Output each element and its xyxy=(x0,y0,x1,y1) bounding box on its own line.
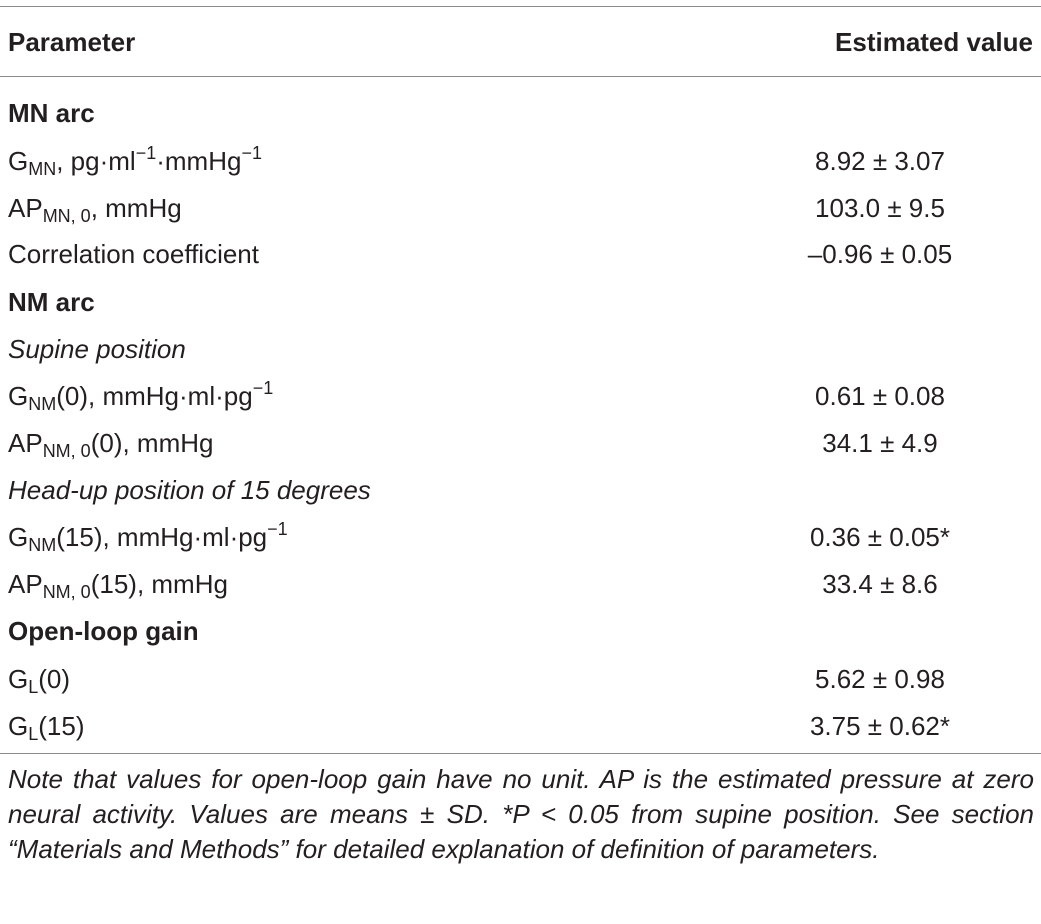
parameter-cell: $AP_{NM, 0}(0)$, mmHg xyxy=(8,428,214,461)
parameter-cell: $G_{NM}(15)$, $mmHg\cdot ml\cdot pg^{-1}$ xyxy=(8,519,288,555)
header-estimated-value: Estimated value xyxy=(835,27,1033,57)
table-row xyxy=(0,373,1041,419)
section-mn-arc xyxy=(0,90,1041,136)
value-cell: 33.4 ± 8.6 xyxy=(822,569,938,599)
parameter-cell: $G_{NM}(0)$, $mmHg\cdot ml\cdot pg^{-1}$ xyxy=(8,378,274,414)
section-open-loop-gain xyxy=(0,608,1041,654)
table-row xyxy=(0,703,1041,749)
table-row xyxy=(0,514,1041,560)
section-label: NM arc xyxy=(8,287,95,317)
value-cell: 0.36 ± 0.05* xyxy=(809,522,951,552)
table-row xyxy=(0,561,1041,607)
section-nm-arc xyxy=(0,279,1041,325)
parameter-cell: $G_{MN}$, $pg\cdot ml^{-1}\cdot mmHg^{-1}$ xyxy=(8,143,262,179)
value-cell: 0.61 ± 0.08 xyxy=(815,381,945,411)
table-header xyxy=(0,19,1041,65)
bottom-rule xyxy=(0,753,1041,754)
parameter-cell: $G_L(15)$ xyxy=(8,711,85,744)
table-row xyxy=(0,420,1041,466)
table-row xyxy=(0,138,1041,184)
header-rule xyxy=(0,76,1041,77)
top-rule xyxy=(0,6,1041,7)
parameter-cell: $AP_{NM, 0}(15)$, mmHg xyxy=(8,569,228,602)
value-cell: 34.1 ± 4.9 xyxy=(822,428,938,458)
table-footnote: Note that values for open-loop gain have no unit. AP is the estimated pressure at zero neural activity. Values are means ± SD. *P < 0.05 from supine position. See section “Materials and Methods” for detailed explanation of definition of parameters. xyxy=(8,764,1034,864)
parameter-cell: $G_L(0)$ xyxy=(8,664,71,697)
value-cell: 103.0 ± 9.5 xyxy=(815,193,945,223)
value-cell: –0.96 ± 0.05 xyxy=(807,239,953,269)
header-parameter: Parameter xyxy=(8,27,136,57)
value-cell: 5.62 ± 0.98 xyxy=(815,664,945,694)
section-label: Open-loop gain xyxy=(8,616,199,646)
subsection-label: Head-up position of 15 degrees xyxy=(8,475,371,505)
subsection-supine xyxy=(0,326,1041,372)
subsection-label: Supine position xyxy=(8,334,186,364)
table-row xyxy=(0,656,1041,702)
parameter-cell: $AP_{MN, 0}$, mmHg xyxy=(8,193,182,226)
section-label: MN arc xyxy=(8,98,95,128)
value-cell: 3.75 ± 0.62* xyxy=(809,711,951,741)
subsection-head-up xyxy=(0,467,1041,513)
value-cell: 8.92 ± 3.07 xyxy=(815,146,945,176)
table-row xyxy=(0,231,1041,277)
parameter-cell: Correlation coefficient xyxy=(8,239,259,269)
table-row xyxy=(0,185,1041,231)
